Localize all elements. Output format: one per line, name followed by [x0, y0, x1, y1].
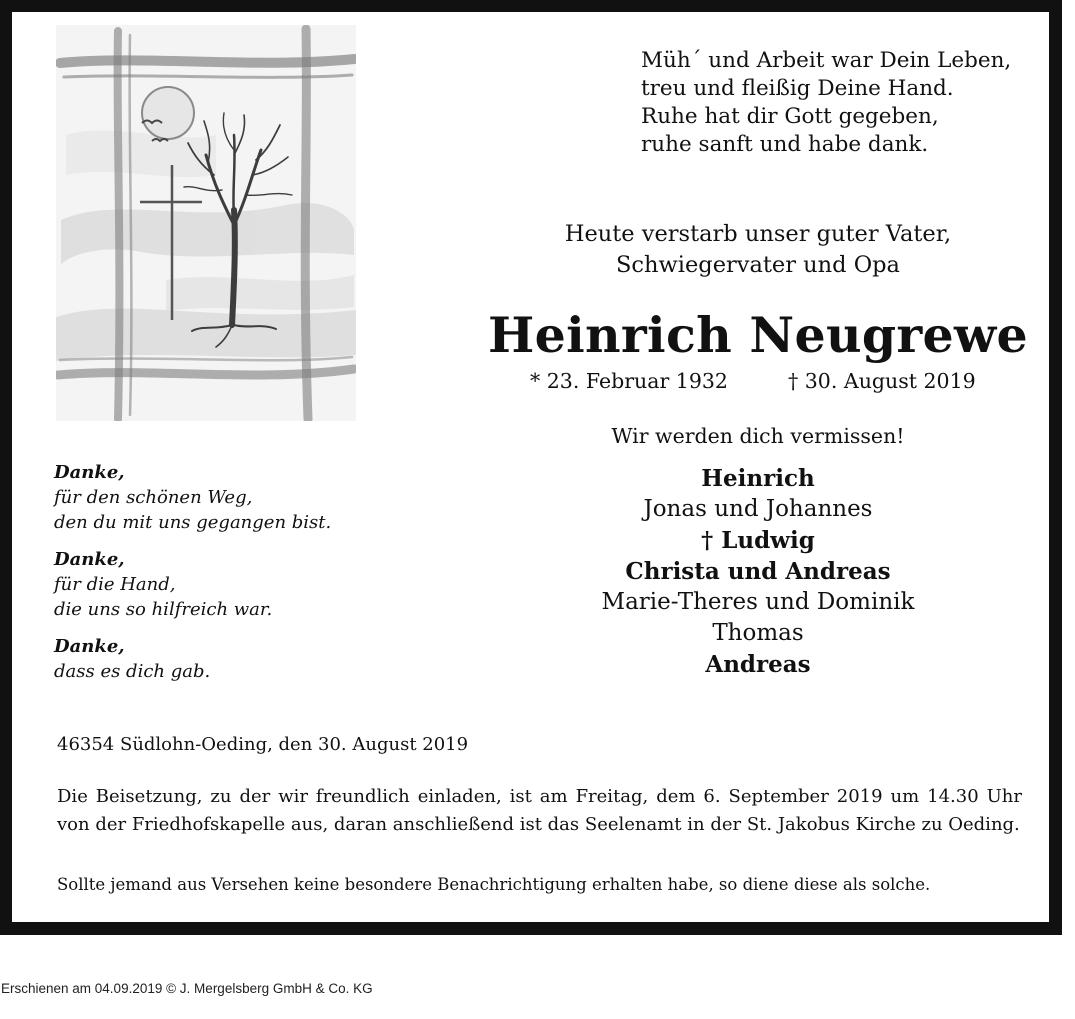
danke-line: die uns so hilfreich war. [54, 599, 273, 620]
announcement-line: Heute verstarb unser guter Vater, [564, 221, 952, 247]
danke-verses [54, 460, 331, 696]
poem [641, 47, 1011, 159]
danke-head: Danke, [54, 549, 125, 570]
tree-cross-sketch-icon [56, 25, 356, 421]
publisher-credit: Erschienen am 04.09.2019 © J. Mergelsberg GmbH & Co. KG [1, 981, 373, 996]
miss-line: Wir werden dich vermissen! [611, 424, 905, 448]
poem-line: Ruhe hat dir Gott gegeben, [641, 104, 939, 129]
announcement [432, 219, 1075, 281]
danke-strophe [54, 634, 331, 684]
danke-head: Danke, [54, 462, 125, 483]
family-member: Thomas [712, 620, 804, 646]
danke-line: für die Hand, [54, 574, 176, 595]
family-member: Andreas [705, 651, 811, 678]
burial-info: Die Beisetzung, zu der wir freundlich einladen, ist am Freitag, dem 6. September 2019 um 14.30 Uhr von der Friedhofskapelle aus, daran anschließend ist das Seelenamt in der St. Jakobus Kirche zu Oeding. [57, 786, 1022, 835]
danke-line: den du mit uns gegangen bist. [54, 512, 332, 533]
danke-line: für den schönen Weg, [54, 487, 253, 508]
family-member: Jonas und Johannes [643, 496, 873, 522]
danke-head: Danke, [54, 636, 125, 657]
danke-strophe [54, 547, 331, 622]
danke-strophe [54, 460, 331, 535]
poem-line: treu und fleißig Deine Hand. [641, 76, 954, 101]
death-date: † 30. August 2019 [788, 369, 976, 393]
family-member: † Ludwig [701, 527, 815, 554]
deceased-name: Heinrich Neugrewe [488, 306, 1028, 364]
family-list [432, 463, 1075, 680]
family-member: Christa und Andreas [625, 558, 891, 585]
danke-line: dass es dich gab. [54, 661, 211, 682]
notification-note: Sollte jemand aus Versehen keine besondere Benachrichtigung erhalten habe, so diene diese als solche. [57, 875, 931, 894]
birth-date: * 23. Februar 1932 [530, 369, 728, 393]
family-member: Heinrich [701, 465, 815, 492]
family-member: Marie-Theres und Dominik [601, 589, 915, 615]
place-date: 46354 Südlohn-Oeding, den 30. August 2019 [57, 734, 469, 755]
poem-line: ruhe sanft und habe dank. [641, 132, 929, 157]
announcement-line: Schwiegervater und Opa [616, 252, 900, 278]
poem-line: Müh´ und Arbeit war Dein Leben, [641, 48, 1012, 73]
